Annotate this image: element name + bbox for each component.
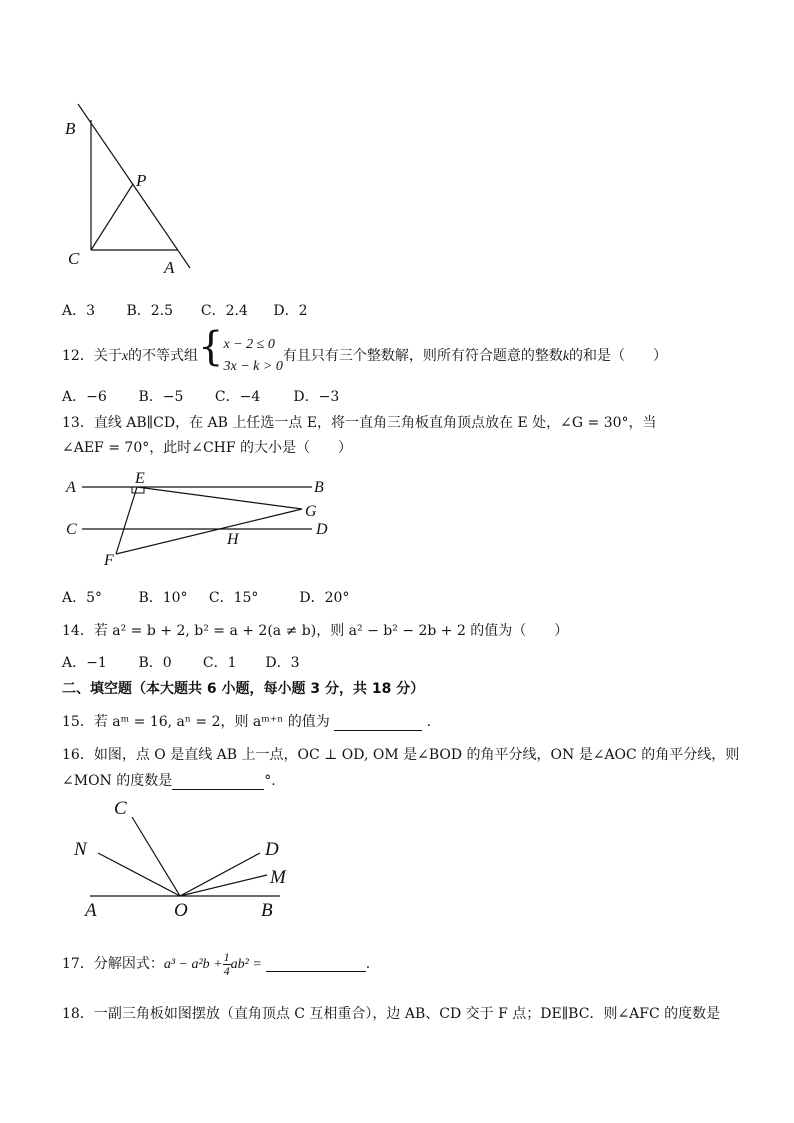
q12-option-b[interactable]: B．−5	[138, 389, 184, 405]
q13-line-1: 13．直线 AB∥CD，在 AB 上任选一点 E，将一直角三角板直角顶点放在 E 处，∠G = 30°，当	[62, 415, 657, 431]
q15-answer-blank[interactable]	[334, 716, 422, 731]
q15-question	[62, 711, 431, 731]
segment-fg	[116, 509, 302, 554]
q16-line-2-text: ∠MON 的度数是	[62, 773, 173, 789]
q17-question	[62, 944, 370, 984]
label-c: C	[66, 521, 77, 538]
ray-om	[180, 875, 267, 896]
q18-question: 18．一副三角板如图摆放（直角顶点 C 互相重合），边 AB、CD 交于 F 点；DE∥BC．则∠AFC 的度数是	[62, 1006, 721, 1022]
q16-line-2	[62, 770, 276, 790]
q16-line-1: 16．如图，点 O 是直线 AB 上一点，OC ⊥ OD, OM 是∠BOD 的角平分线，ON 是∠AOC 的角平分线，则	[62, 747, 740, 763]
q17-frac-den: 4	[223, 963, 230, 978]
label-c: C	[68, 249, 80, 268]
q12-question	[62, 324, 668, 374]
q12-option-c[interactable]: C．−4	[214, 389, 261, 405]
q11-option-a[interactable]: A．3	[62, 303, 96, 319]
q12-ineq-1: x − 2 ≤ 0	[223, 337, 275, 352]
q14-question: 14．若 a² = b + 2, b² = a + 2(a ≠ b)，则 a² − b² − 2b + 2 的值为（ ）	[62, 623, 569, 639]
q17-fraction	[223, 951, 231, 978]
label-d: D	[316, 521, 328, 538]
q16-end: °.	[264, 773, 276, 789]
label-c: C	[114, 798, 127, 819]
label-a: A	[164, 258, 175, 277]
q12-mid: 的不等式组	[128, 348, 199, 364]
q12-ineq-2: 3x − k > 0	[223, 359, 283, 374]
segment-ef	[116, 487, 137, 554]
label-n: N	[74, 839, 87, 860]
q14-option-a[interactable]: A．−1	[62, 655, 107, 671]
q13-option-d[interactable]: D．20°	[299, 590, 350, 606]
q17-lead: 17．分解因式：	[62, 956, 164, 972]
q12-option-d[interactable]: D．−3	[293, 389, 340, 405]
q13-option-a[interactable]: A．5°	[62, 590, 103, 606]
q12-lead: 12．关于	[62, 348, 122, 364]
ray-on	[98, 853, 180, 896]
segment-eg	[137, 487, 302, 509]
q14-options	[62, 652, 300, 672]
q12-options	[62, 386, 339, 406]
q17-expr-2: ab² =	[230, 957, 262, 972]
q15-text: 15．若 aᵐ = 16, aⁿ = 2，则 aᵐ⁺ⁿ 的值为	[62, 714, 330, 730]
q16-answer-blank[interactable]	[172, 775, 264, 790]
label-o: O	[174, 900, 188, 921]
q13-options	[62, 587, 349, 607]
q12-option-a[interactable]: A．−6	[62, 389, 107, 405]
ray-oc	[132, 817, 180, 896]
q13-option-c[interactable]: C．15°	[208, 590, 259, 606]
q11-option-d[interactable]: D．2	[273, 303, 308, 319]
q11-option-b[interactable]: B．2.5	[126, 303, 174, 319]
label-b: B	[314, 479, 324, 496]
label-p: P	[136, 171, 147, 190]
label-b: B	[65, 119, 76, 138]
q13-option-b[interactable]: B．10°	[138, 590, 188, 606]
q12-end: 的和是（ ）	[569, 348, 668, 364]
q12-system	[224, 334, 283, 378]
q12-tail: 有且只有三个整数解，则所有符合题意的整数	[282, 348, 563, 364]
q12-var-x: x	[121, 349, 129, 364]
q14-option-c[interactable]: C．1	[202, 655, 237, 671]
q17-frac-num: 1	[223, 949, 230, 964]
section-2-title: 二、填空题（本大题共 6 小题，每小题 3 分，共 18 分）	[62, 681, 425, 697]
segment-cp	[91, 184, 133, 250]
label-m: M	[270, 867, 286, 888]
q16-figure	[62, 795, 302, 927]
q11-option-c[interactable]: C．2.4	[200, 303, 248, 319]
label-a: A	[66, 479, 76, 496]
q17-answer-blank[interactable]	[266, 957, 366, 972]
label-h: H	[227, 531, 239, 548]
q17-expr-1: a³ − a²b +	[163, 957, 223, 972]
q13-line-2: ∠AEF = 70°，此时∠CHF 的大小是（ ）	[62, 440, 353, 456]
ray-od	[180, 853, 260, 896]
q13-figure	[62, 468, 352, 573]
q14-option-d[interactable]: D．3	[265, 655, 300, 671]
label-d: D	[265, 839, 279, 860]
q12-brace: {	[198, 324, 224, 370]
label-f: F	[104, 552, 114, 569]
q15-end: .	[426, 714, 432, 730]
q17-end: .	[365, 956, 371, 972]
label-g: G	[305, 503, 317, 520]
q14-option-b[interactable]: B．0	[138, 655, 172, 671]
label-a: A	[85, 900, 97, 921]
q11-options	[62, 300, 308, 320]
label-b: B	[261, 900, 273, 921]
q12-var-k: k	[562, 349, 570, 364]
q11-figure	[60, 100, 200, 280]
label-e: E	[135, 470, 145, 487]
